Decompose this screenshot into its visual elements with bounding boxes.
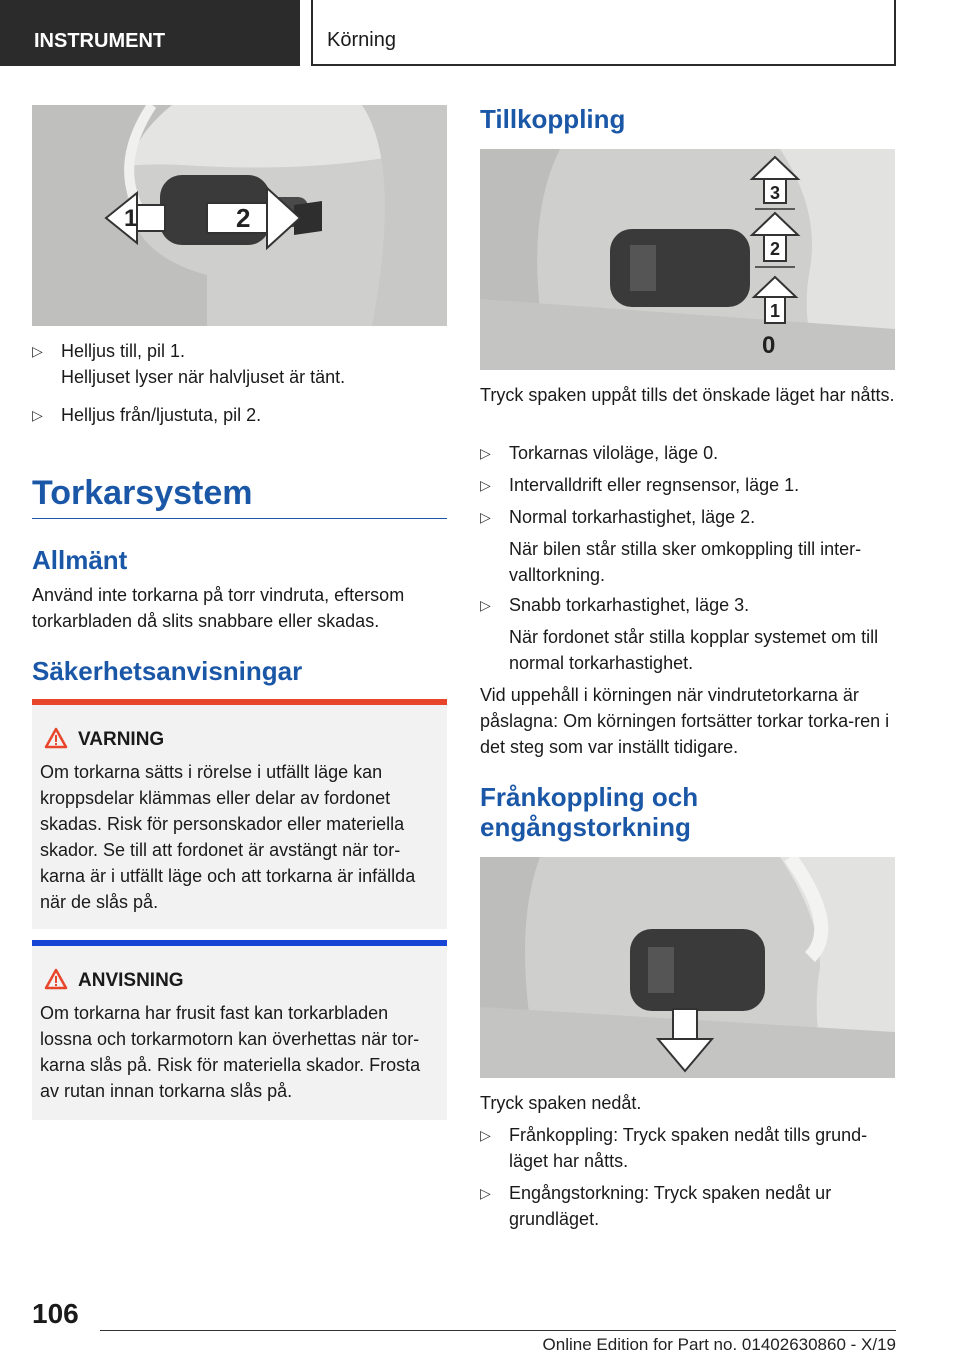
list-item-subtext: Helljuset lyser när halvljuset är tänt. (61, 367, 346, 387)
off-intro: Tryck spaken nedåt. (480, 1093, 642, 1113)
bullet-triangle-icon: ▷ (480, 1127, 491, 1143)
list-item-text: Normal torkarhastighet, läge 2. (509, 507, 756, 527)
warning-triangle-icon (44, 727, 68, 749)
bullet-triangle-icon: ▷ (32, 407, 43, 423)
page-number: 106 (32, 1298, 79, 1329)
allmant-text: Använd inte torkarna på torr vindruta, eftersom torkarbladen då slits snabbare eller skadas. (32, 585, 405, 631)
list-item-text: Snabb torkarhastighet, läge 3. (509, 595, 750, 615)
footer-edition: Online Edition for Part no. 01402630860 - X/19 (542, 1335, 896, 1354)
header-chapter (311, 0, 896, 66)
bullet-triangle-icon: ▷ (480, 509, 491, 525)
bullet-triangle-icon: ▷ (480, 445, 491, 461)
wiper-stalk-down-figure (480, 857, 895, 1078)
wiper-stalk-up-illustration (480, 149, 895, 370)
list-item-text: Helljus till, pil 1. (61, 341, 186, 361)
safety-heading: Säkerhetsanvisningar (32, 656, 303, 686)
fig1-label-2: 2 (236, 203, 251, 233)
tillkoppling-outro: Vid uppehåll i körningen när vindrutetorkarna är påslagna: Om körningen fortsätter torkar torka-ren i det steg som var inställt tidigare. (480, 685, 890, 757)
title-divider (32, 518, 447, 519)
list-item (480, 1180, 895, 1232)
header-section (0, 0, 300, 66)
list-item (32, 338, 447, 390)
warning-body: Om torkarna sätts i rörelse i utfällt läge kan kroppsdelar klämmas eller delar av fordonet skadas. Risk för personskador eller materiella skador. Se till att fordonet är avstängt när tor-karna är i utfällt läge och att torkarna är infällda när de slås på. (40, 762, 416, 912)
fig2-label-3: 3 (770, 183, 781, 203)
notice-body: Om torkarna har frusit fast kan torkarbladen lossna och torkarmotorn kan överhettas när tor-karna slås på. Risk för materiella skador. Frosta av rutan innan torkarna slås på. (40, 1003, 421, 1101)
bullet-triangle-icon: ▷ (480, 477, 491, 493)
warning-box (32, 699, 447, 929)
header-chapter-label: Körning (327, 29, 396, 51)
notice-title (40, 968, 439, 994)
fig2-label-1: 1 (770, 301, 781, 321)
list-item (480, 504, 895, 588)
list-item (32, 402, 447, 428)
list-item-text: Torkarnas viloläge, läge 0. (509, 443, 719, 463)
list-item-subtext: När fordonet står stilla kopplar systemet om till normal torkarhastighet. (509, 627, 879, 673)
fig2-label-0: 0 (762, 332, 776, 359)
wiper-stalk-up-figure (480, 149, 895, 370)
list-item (480, 440, 895, 466)
list-item (480, 472, 895, 498)
list-item-text: Engångstorkning: Tryck spaken nedåt ur grundläget. (509, 1183, 832, 1229)
fig2-label-2: 2 (770, 239, 781, 259)
list-item-text: Helljus från/ljustuta, pil 2. (61, 405, 262, 425)
page-title: Torkarsystem (32, 474, 253, 512)
notice-title-text: ANVISNING (78, 970, 184, 991)
header-section-label: INSTRUMENT (34, 30, 166, 52)
headlight-stalk-illustration (32, 105, 447, 326)
footer-divider (100, 1330, 896, 1331)
list-item-subtext: När bilen står stilla sker omkoppling till inter-valltorkning. (509, 539, 862, 585)
bullet-triangle-icon: ▷ (480, 597, 491, 613)
list-item (480, 1122, 895, 1174)
list-item-text: Intervalldrift eller regnsensor, läge 1. (509, 475, 800, 495)
tillkoppling-intro: Tryck spaken uppåt tills det önskade läget har nåtts. (480, 385, 895, 405)
headlight-stalk-figure (32, 105, 447, 326)
bullet-triangle-icon: ▷ (32, 343, 43, 359)
warning-title-text: VARNING (78, 729, 165, 750)
off-heading: Frånkoppling och engångstorkning (480, 782, 699, 842)
allmant-heading: Allmänt (32, 545, 128, 575)
list-item (480, 592, 895, 676)
notice-triangle-icon (44, 968, 68, 990)
tillkoppling-heading: Tillkoppling (480, 104, 626, 134)
list-item-text: Frånkoppling: Tryck spaken nedåt tills grund-läget har nåtts. (509, 1125, 868, 1171)
warning-title (40, 727, 439, 753)
notice-box (32, 940, 447, 1120)
fig1-label-1: 1 (124, 205, 138, 232)
bullet-triangle-icon: ▷ (480, 1185, 491, 1201)
wiper-stalk-down-illustration (480, 857, 895, 1078)
